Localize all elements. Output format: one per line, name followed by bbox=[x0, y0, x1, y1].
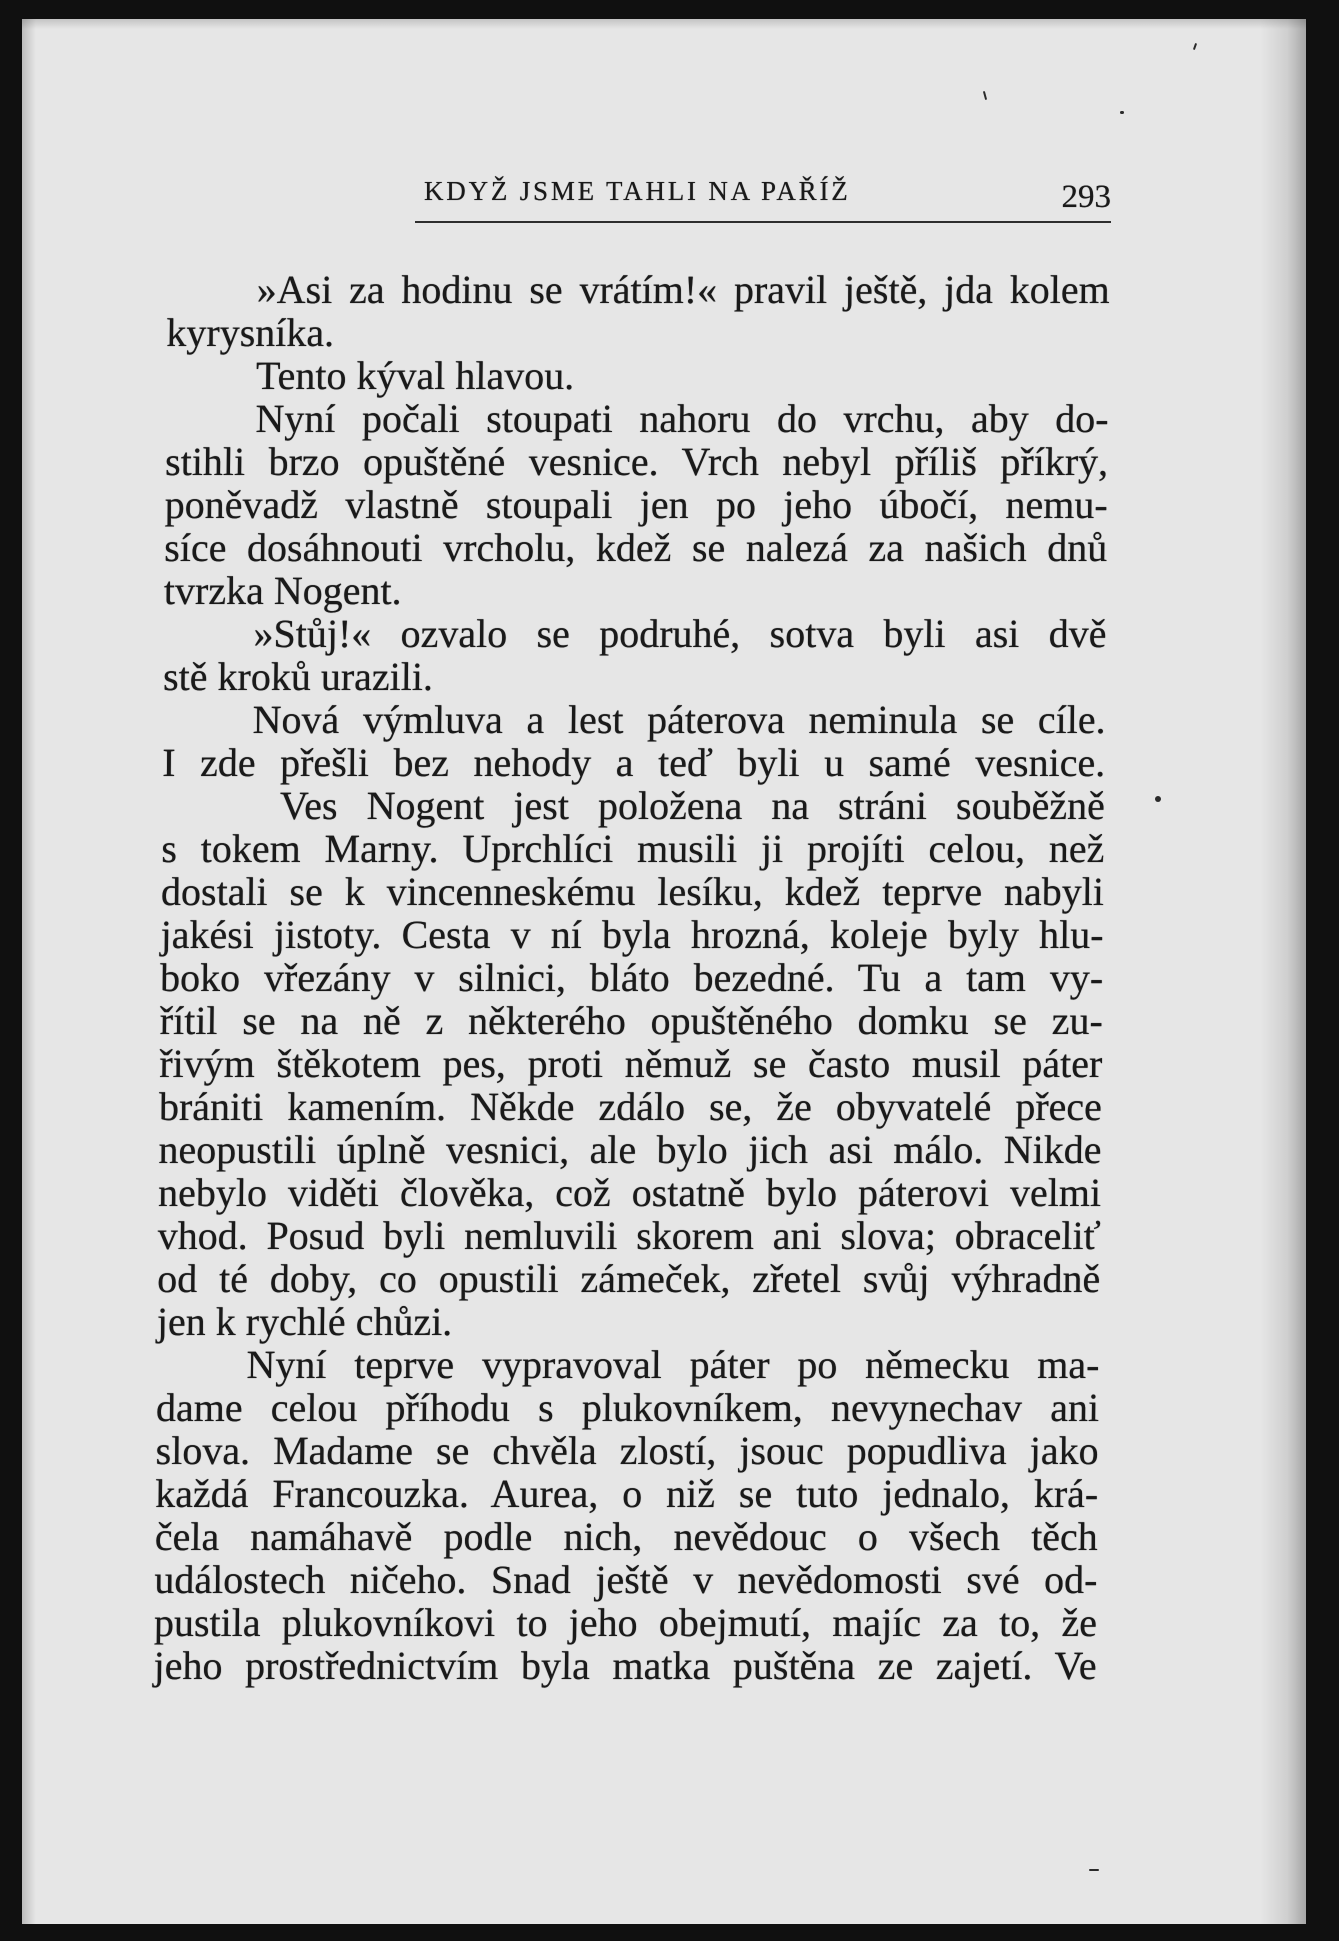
text-line: stihli brzo opuštěné vesnice. Vrch nebyl příliš příkrý, bbox=[164, 439, 1109, 484]
text-line: každá Francouzka. Aurea, o niž se tuto jednalo, krá- bbox=[155, 1471, 1099, 1516]
scan-speck bbox=[1089, 1869, 1099, 1871]
text-line: Ves Nogent jest položena na stráni souběžně bbox=[279, 783, 1106, 828]
page-edge-shadow-left bbox=[22, 19, 36, 1924]
text-line: Nová výmluva a lest páterova neminula se cíle. bbox=[252, 697, 1106, 742]
text-line: s tokem Marny. Uprchlíci musili ji projíti celou, než bbox=[161, 826, 1105, 871]
text-line: I zde přešli bez nehody a teď byli u samé vesnice. bbox=[162, 740, 1106, 785]
text-line: pustila plukovníkovi to jeho obejmutí, majíc za to, že bbox=[153, 1600, 1098, 1645]
text-line: řítil se na ně z některého opuštěného domku se zu- bbox=[159, 998, 1103, 1043]
paragraph bbox=[166, 354, 1109, 397]
running-head: KDYŽ JSME TAHLI NA PAŘÍŽ bbox=[424, 176, 851, 206]
text-line: čela namáhavě podle nich, nevědouc o všech těch bbox=[154, 1514, 1099, 1559]
text-line: síce dosáhnouti vrcholu, kdež se nalezá za našich dnů bbox=[164, 525, 1108, 570]
paragraph bbox=[157, 784, 1105, 1343]
text-line: brániti kamením. Někde zdálo se, že obyvatelé přece bbox=[158, 1084, 1103, 1129]
page-number: 293 bbox=[1061, 179, 1111, 215]
text-line: boko vřezány v silnici, bláto bezedné. Tu a tam vy- bbox=[159, 955, 1104, 1000]
scan-speck bbox=[1155, 796, 1161, 802]
text-line: od té doby, co opustili zámeček, zřetel svůj výhradně bbox=[157, 1256, 1101, 1301]
paragraph bbox=[163, 612, 1107, 698]
text-line: poněvadž vlastně stoupali jen po jeho úbočí, nemu- bbox=[164, 482, 1108, 527]
text-line: Tento kýval hlavou. bbox=[255, 353, 575, 398]
header-rule bbox=[415, 221, 1111, 223]
paragraph bbox=[164, 397, 1109, 612]
text-line: nebylo viděti člověka, což ostatně bylo páterovi velmi bbox=[157, 1170, 1102, 1215]
text-line: kyrysníka. bbox=[166, 310, 335, 355]
text-line: událostech ničeho. Snad ještě v nevědomosti své od- bbox=[154, 1557, 1098, 1602]
text-line: Nyní počali stoupati nahoru do vrchu, aby do- bbox=[255, 396, 1109, 441]
text-line: řivým štěkotem pes, proti němuž se často musil páter bbox=[159, 1041, 1103, 1086]
text-line: Nyní teprve vypravoval páter po německu ma- bbox=[246, 1342, 1100, 1387]
text-line: vhod. Posud byli nemluvili skorem ani slova; obraceliť bbox=[157, 1213, 1101, 1258]
paragraph bbox=[166, 268, 1110, 354]
text-line: »Stůj!« ozvalo se podruhé, sotva byli asi dvě bbox=[253, 611, 1107, 656]
text-line: neopustili úplně vesnici, ale bylo jich asi málo. Nikde bbox=[158, 1127, 1102, 1172]
paragraph bbox=[153, 1343, 1099, 1687]
text-line: »Asi za hodinu se vrátím!« pravil ještě, jda kolem bbox=[256, 267, 1111, 312]
text-line: jeho prostřednictvím byla matka puštěna ze zajetí. Ve bbox=[153, 1643, 1097, 1688]
text-line: dame celou příhodu s plukovníkem, nevynechav ani bbox=[155, 1385, 1100, 1430]
scan-speck bbox=[983, 91, 987, 100]
paragraph bbox=[162, 698, 1106, 784]
text-line: jakési jistoty. Cesta v ní byla hrozná, koleje byly hlu- bbox=[160, 912, 1104, 957]
text-line: stě kroků urazili. bbox=[162, 654, 434, 699]
text-line: tvrzka Nogent. bbox=[163, 568, 402, 613]
scan-speck bbox=[1120, 111, 1124, 114]
page-edge-shadow-top bbox=[22, 19, 1306, 29]
page-edge-shadow-right bbox=[1260, 19, 1306, 1924]
text-line: slova. Madame se chvěla zlostí, jsouc popudliva jako bbox=[155, 1428, 1099, 1473]
text-line: jen k rychlé chůzi. bbox=[156, 1299, 453, 1344]
text-line: dostali se k vincenneskému lesíku, kdež teprve nabyli bbox=[160, 869, 1105, 914]
scan-speck bbox=[1193, 43, 1197, 50]
book-page bbox=[22, 19, 1306, 1924]
body-text bbox=[153, 268, 1110, 1687]
